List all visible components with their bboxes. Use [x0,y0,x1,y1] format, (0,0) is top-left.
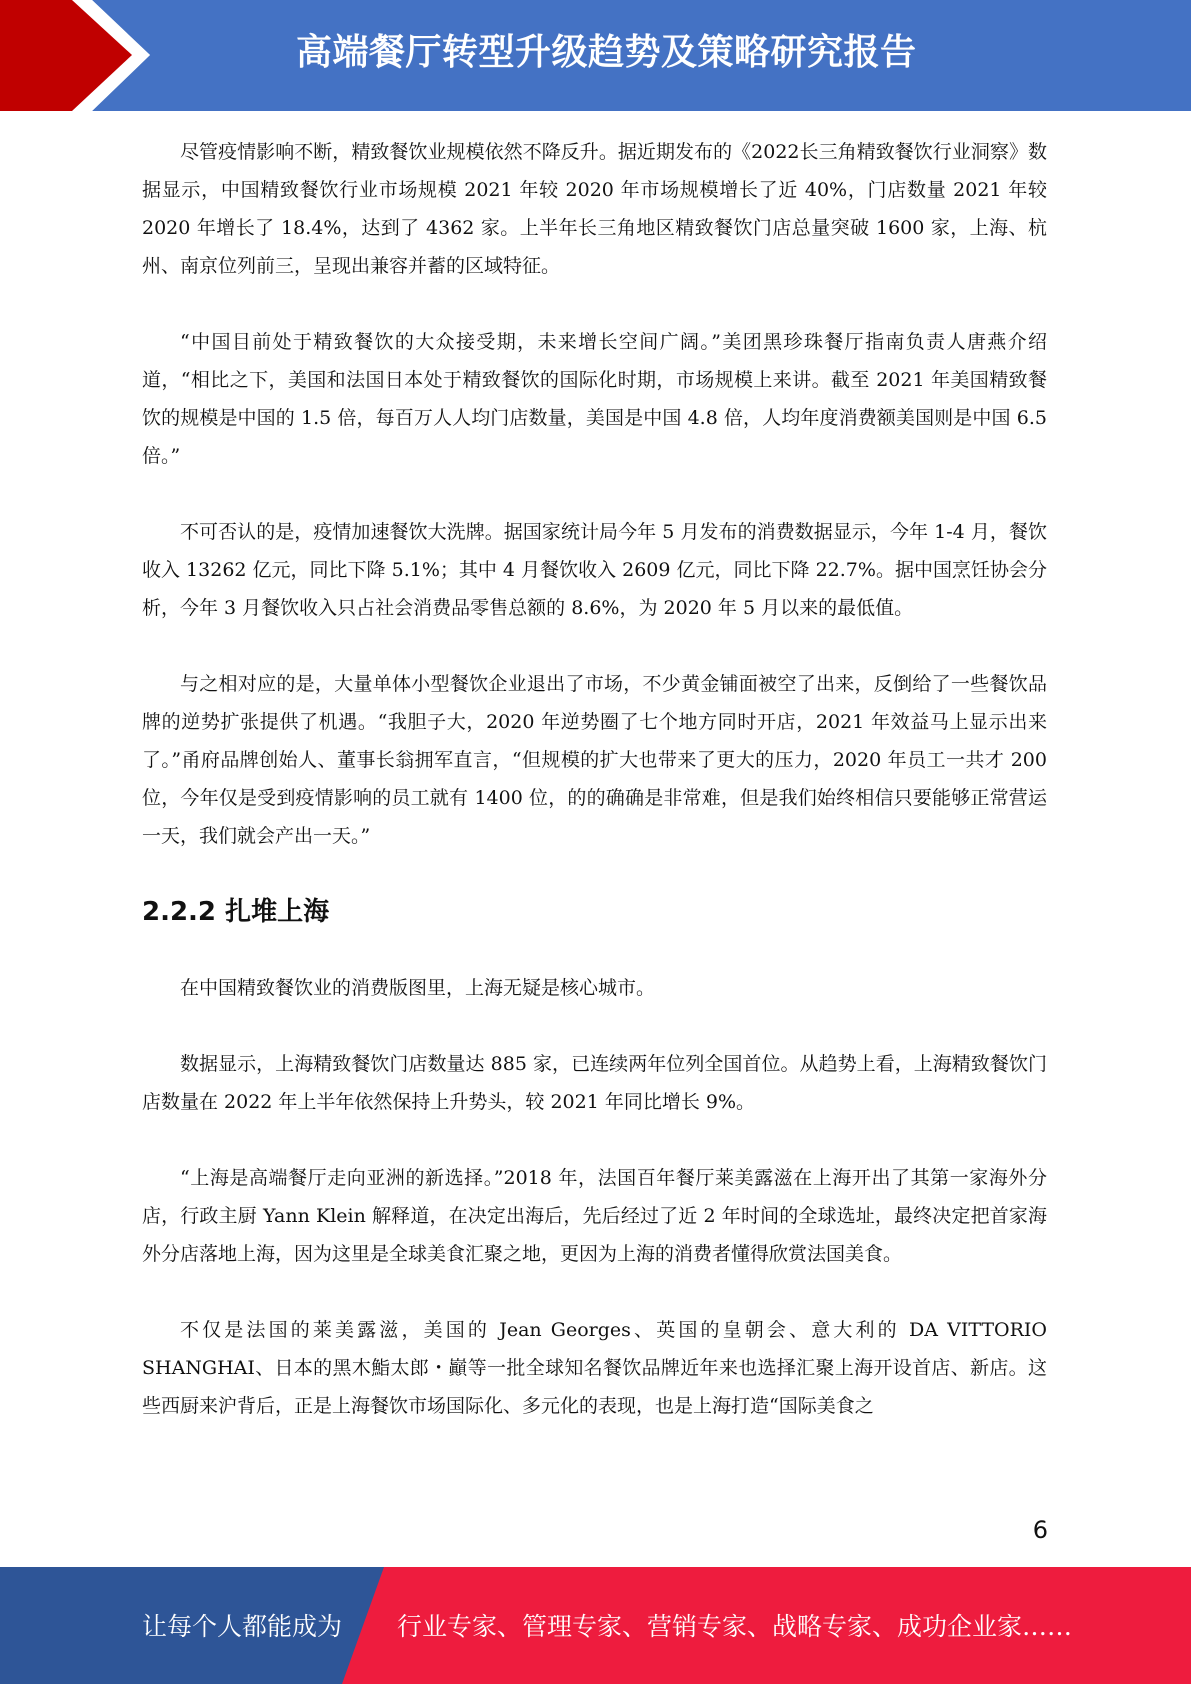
paragraph-shanghai-stores: 数据显示，上海精致餐饮门店数量达 885 家，已连续两年位列全国首位。从趋势上看，上海精致餐饮门店数量在 2022 年上半年依然保持上升势头，较 2021 年同比增长 9%。 [142,1053,1047,1113]
paragraph-scale-growth: 尽管疫情影响不断，精致餐饮业规模依然不降反升。据近期发布的《2022长三角精致餐饮行业洞察》数据显示，中国精致餐饮行业市场规模 2021 年较 2020 年市场规模增长了近 40%，门店数量 2021 年较 2020 年增长了 18.4%，达到了 4362 家。上半年长三角地区精致餐饮门店总量突破 1600 家，上海、杭州、南京位列前三，呈现出兼容并蓄的区域特征。 [142,141,1047,277]
paragraph-meituan-quote: “中国目前处于精致餐饮的大众接受期，未来增长空间广阔。”美团黑珍珠餐厅指南负责人唐燕介绍道，“相比之下，美国和法国日本处于精致餐饮的国际化时期，市场规模上来讲。截至 2021 年美国精致餐饮的规模是中国的 1.5 倍，每百万人人均门店数量，美国是中国 4.8 倍，人均年度消费额美国则是中国 6.5 倍。” [142,331,1047,467]
paragraph-pandemic-reshuffle: 不可否认的是，疫情加速餐饮大洗牌。据国家统计局今年 5 月发布的消费数据显示，今年 1-4 月，餐饮收入 13262 亿元，同比下降 5.1%；其中 4 月餐饮收入 2609 亿元，同比下降 22.7%。据中国烹饪协会分析，今年 3 月餐饮收入只占社会消费品零售总额的 8.6%，为 2020 年 5 月以来的最低值。 [142,521,1047,619]
report-title: 高端餐厅转型升级趋势及策略研究报告 [296,32,917,73]
header-banner [0,0,1191,111]
document-body [142,133,1047,1463]
paragraph-shanghai-core: 在中国精致餐饮业的消费版图里，上海无疑是核心城市。 [180,977,656,999]
section-heading: 2.2.2 扎堆上海 [142,897,330,927]
footer-slogan-right: 行业专家、管理专家、营销专家、战略专家、成功企业家…… [397,1612,1073,1641]
paragraph-french-restaurant: “上海是高端餐厅走向亚洲的新选择。”2018 年，法国百年餐厅莱美露滋在上海开出了其第一家海外分店，行政主厨 Yann Klein 解释道，在决定出海后，先后经过了近 2 年时间的全球选址，最终决定把首家海外分店落地上海，因为这里是全球美食汇聚之地，更因为上海的消费者懂得欣赏法国美食。 [142,1167,1047,1265]
footer-slogan-left: 让每个人都能成为 [142,1612,343,1641]
page-number: 6 [1032,1516,1048,1544]
paragraph-expansion-opportunity: 与之相对应的是，大量单体小型餐饮企业退出了市场，不少黄金铺面被空了出来，反倒给了一些餐饮品牌的逆势扩张提供了机遇。“我胆子大，2020 年逆势圈了七个地方同时开店，2021 年效益马上显示出来了。”甬府品牌创始人、董事长翁拥军直言，“但规模的扩大也带来了更大的压力，2020 年员工一共才 200 位，今年仅是受到疫情影响的员工就有 1400 位，的的确确是非常难，但是我们始终相信只要能够正常营运一天，我们就会产出一天。” [142,673,1047,847]
footer-banner [0,1567,1191,1684]
chevron-logo-icon [0,0,160,111]
paragraph-global-brands: 不仅是法国的莱美露滋，美国的 Jean Georges、英国的皇朝会、意大利的 DA VITTORIO SHANGHAI、日本的黑木鮨太郎・巓等一批全球知名餐饮品牌近年来也选择汇聚上海开设首店、新店。这些西厨来沪背后，正是上海餐饮市场国际化、多元化的表现，也是上海打造“国际美食之 [142,1319,1047,1417]
